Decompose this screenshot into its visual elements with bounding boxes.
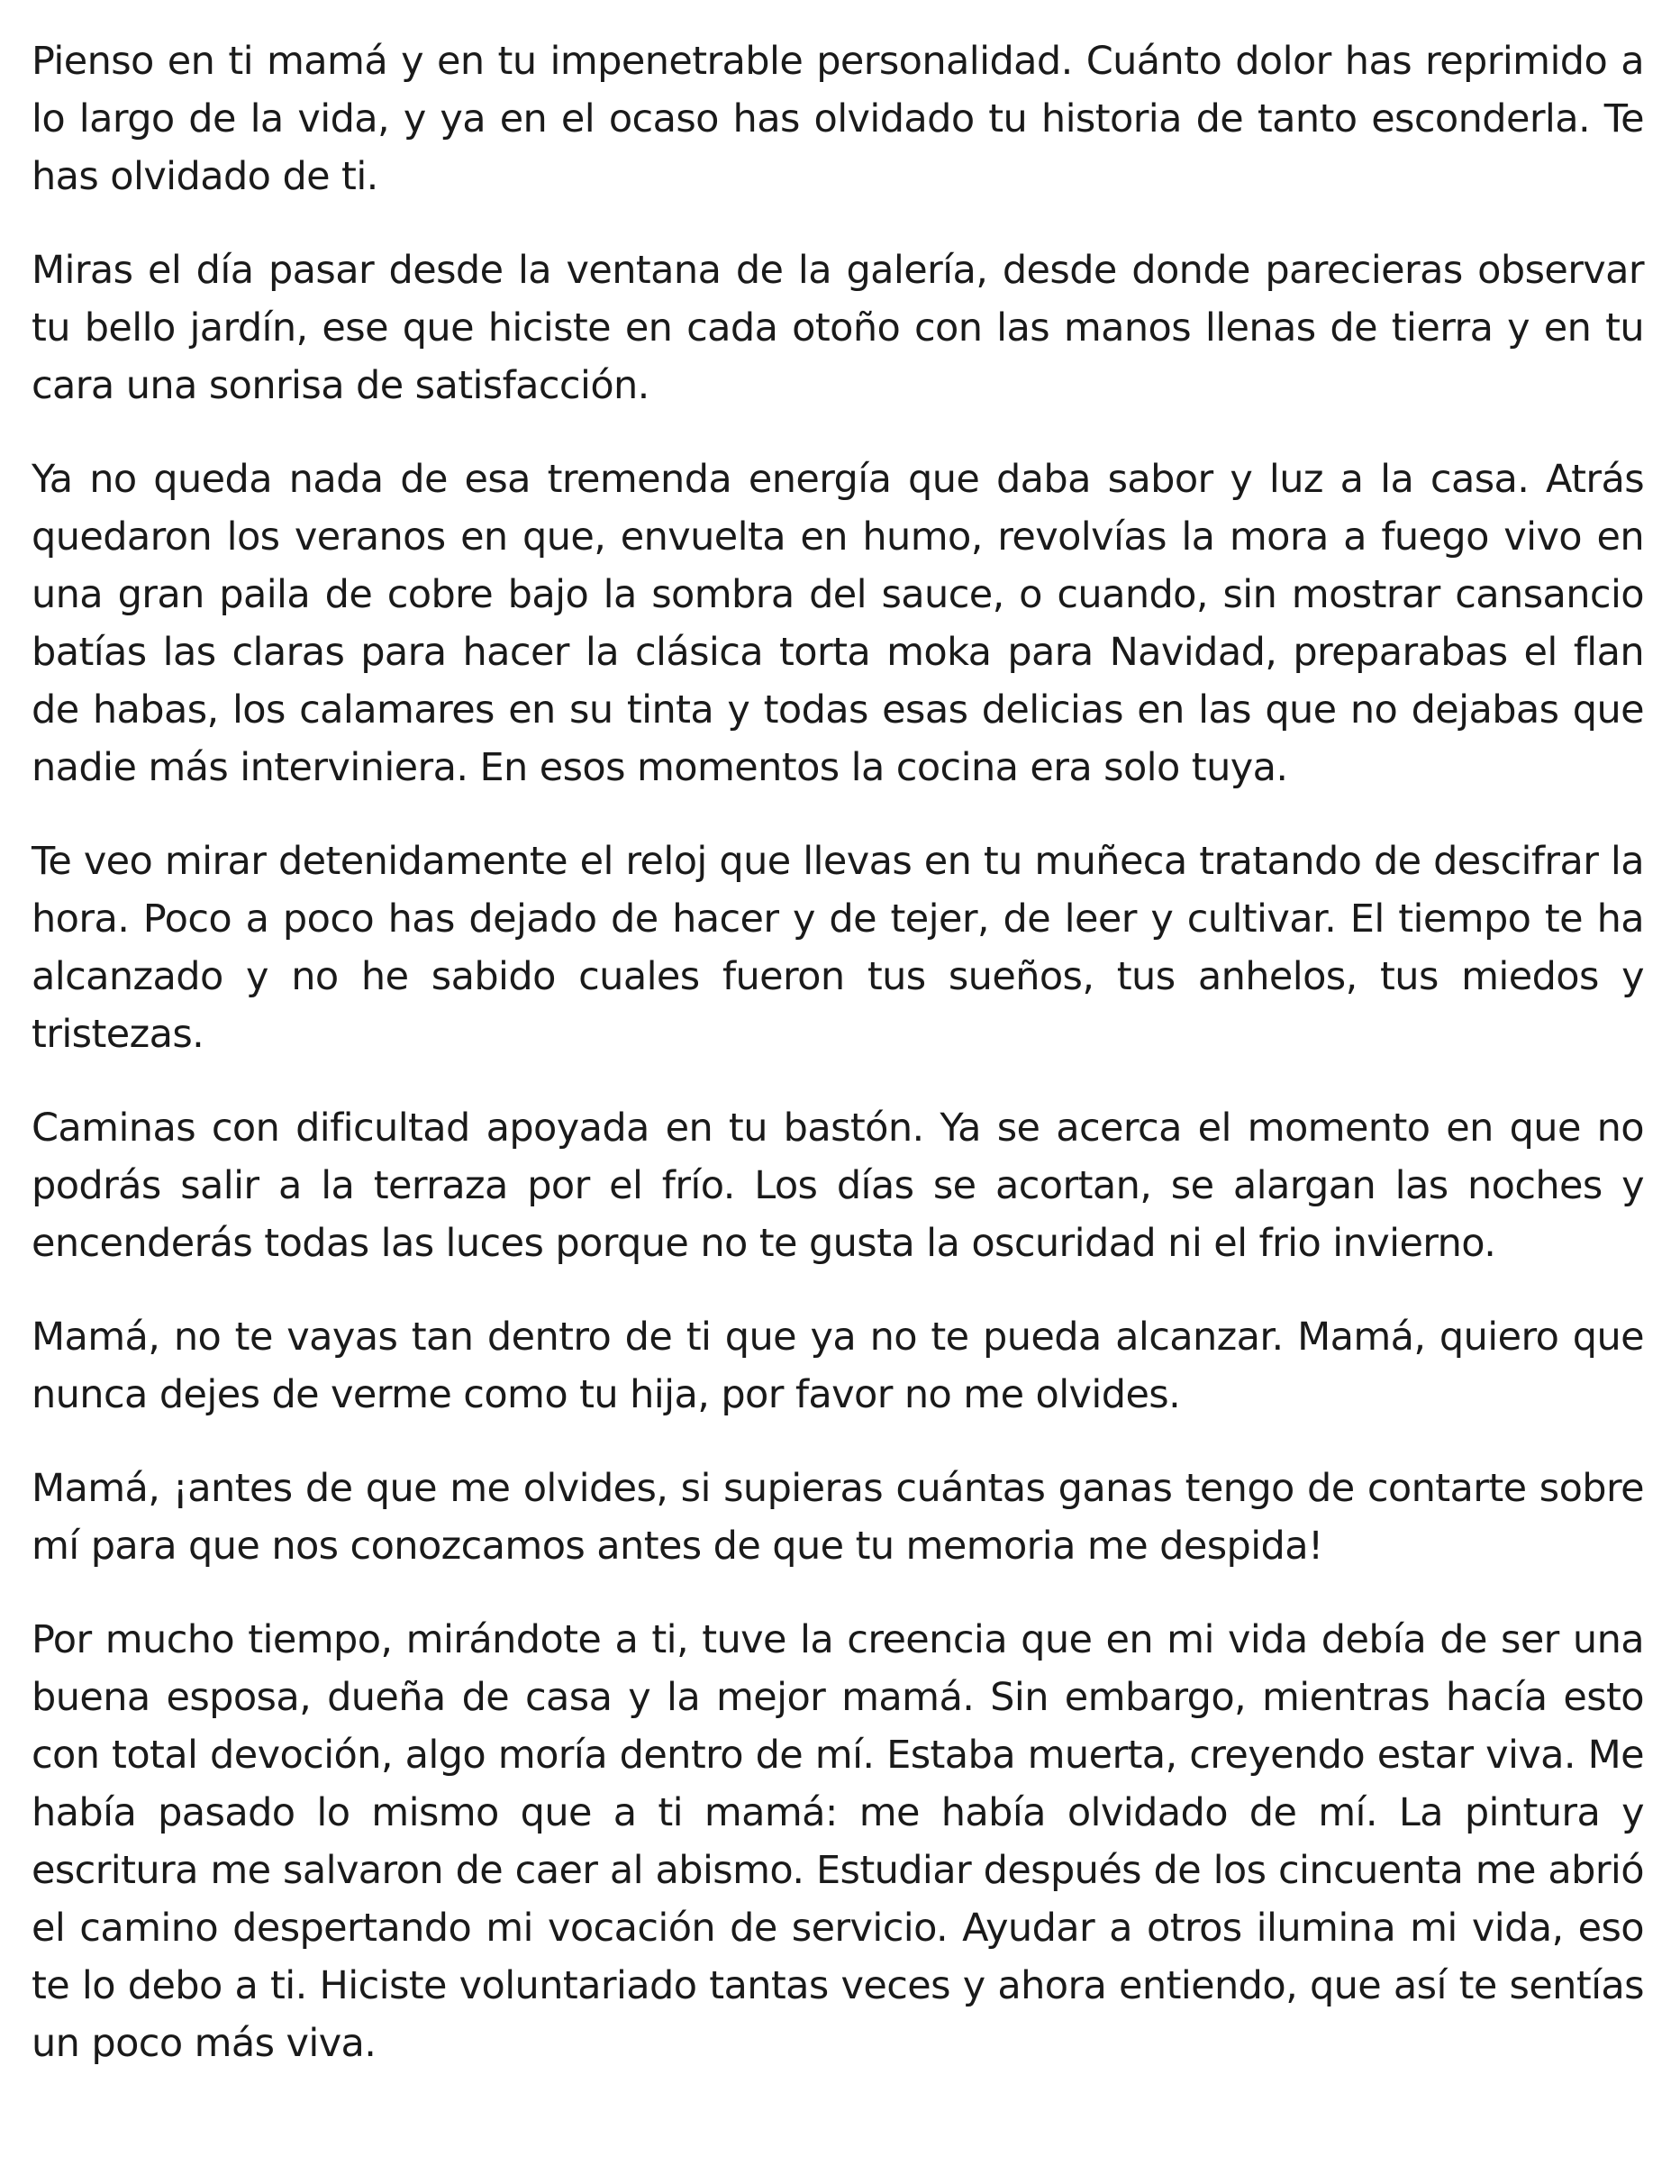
document-body [32,32,1644,2108]
paragraph: Por mucho tiempo, mirándote a ti, tuve la creencia que en mi vida debía de ser una buena esposa, dueña de casa y la mejor mamá. Sin embargo, mientras hacía esto con total devoción, algo moría dentro de mí. Estaba muerta, creyendo estar viva. Me había pasado lo mismo que a ti mamá: me había olvidado de mí. La pintura y escritura me salvaron de caer al abismo. Estudiar después de los cincuenta me abrió el camino despertando mi vocación de servicio. Ayudar a otros ilumina mi vida, eso te lo debo a ti. Hiciste voluntariado tantas veces y ahora entiendo, que así te sentías un poco más viva. [32,1617,1644,2066]
paragraph: Pienso en ti mamá y en tu impenetrable personalidad. Cuánto dolor has reprimido a lo largo de la vida, y ya en el ocaso has olvidado tu historia de tanto esconderla. Te has olvidado de ti. [32,39,1644,199]
paragraph: Te veo mirar detenidamente el reloj que llevas en tu muñeca tratando de descifrar la hora. Poco a poco has dejado de hacer y de tejer, de leer y cultivar. El tiempo te ha alcanzado y no he sabido cuales fueron tus sueños, tus anhelos, tus miedos y tristezas. [32,839,1644,1057]
paragraph: Mamá, no te vayas tan dentro de ti que ya no te pueda alcanzar. Mamá, quiero que nunca dejes de verme como tu hija, por favor no me olvides. [32,1315,1644,1417]
paragraph: Miras el día pasar desde la ventana de la galería, desde donde parecieras observar tu bello jardín, ese que hiciste en cada otoño con las manos llenas de tierra y en tu cara una sonrisa de satisfacción. [32,248,1644,408]
paragraph: Mamá, ¡antes de que me olvides, si supieras cuántas ganas tengo de contarte sobre mí para que nos conozcamos antes de que tu memoria me despida! [32,1466,1644,1569]
paragraph: Caminas con dificultad apoyada en tu bastón. Ya se acerca el momento en que no podrás salir a la terraza por el frío. Los días se acortan, se alargan las noches y encenderás todas las luces porque no te gusta la oscuridad ni el frio invierno. [32,1106,1644,1266]
paragraph: Ya no queda nada de esa tremenda energía que daba sabor y luz a la casa. Atrás quedaron los veranos en que, envuelta en humo, revolvías la mora a fuego vivo en una gran paila de cobre bajo la sombra del sauce, o cuando, sin mostrar cansancio batías las claras para hacer la clásica torta moka para Navidad, preparabas el flan de habas, los calamares en su tinta y todas esas delicias en las que no dejabas que nadie más interviniera. En esos momentos la cocina era solo tuya. [32,457,1644,790]
